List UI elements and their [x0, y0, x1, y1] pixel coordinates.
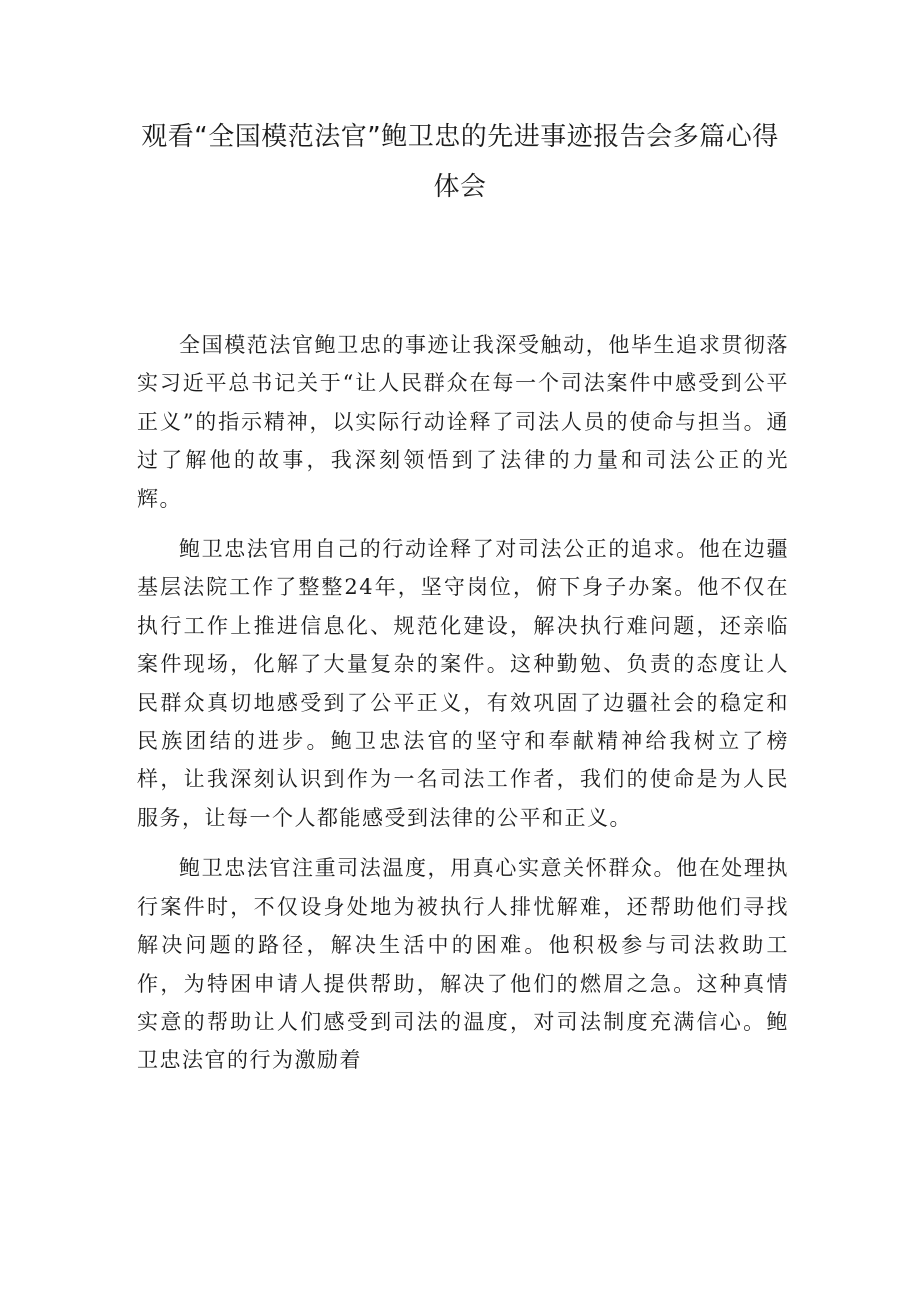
document-title: 观看“全国模范法官”鲍卫忠的先进事迹报告会多篇心得体会 [141, 122, 779, 202]
paragraph-3: 鲍卫忠法官注重司法温度，用真心实意关怀群众。他在处理执行案件时，不仅设身处地为被执行人排忧解难，还帮助他们寻找解决问题的路径，解决生活中的困难。他积极参与司法救助工作，为特困申请人提供帮助，解决了他们的燃眉之急。这种真情实意的帮助让人们感受到司法的温度，对司法制度充满信心。鲍卫忠法官的行为激励着 [137, 856, 789, 1073]
paragraph-1: 全国模范法官鲍卫忠的事迹让我深受触动，他毕生追求贯彻落实习近平总书记关于“让人民群众在每一个司法案件中感受到公平正义”的指示精神，以实际行动诠释了司法人员的使命与担当。通过了解他的故事，我深刻领悟到了法律的力量和司法公正的光辉。 [137, 333, 789, 511]
document-body [137, 326, 789, 1092]
paragraph-2: 鲍卫忠法官用自己的行动诠释了对司法公正的追求。他在边疆基层法院工作了整整24年，坚守岗位，俯下身子办案。他不仅在执行工作上推进信息化、规范化建设，解决执行难问题，还亲临案件现场，化解了大量复杂的案件。这种勤勉、负责的态度让人民群众真切地感受到了公平正义，有效巩固了边疆社会的稳定和民族团结的进步。鲍卫忠法官的坚守和奉献精神给我树立了榜样，让我深刻认识到作为一名司法工作者，我们的使命是为人民服务，让每一个人都能感受到法律的公平和正义。 [137, 537, 789, 830]
